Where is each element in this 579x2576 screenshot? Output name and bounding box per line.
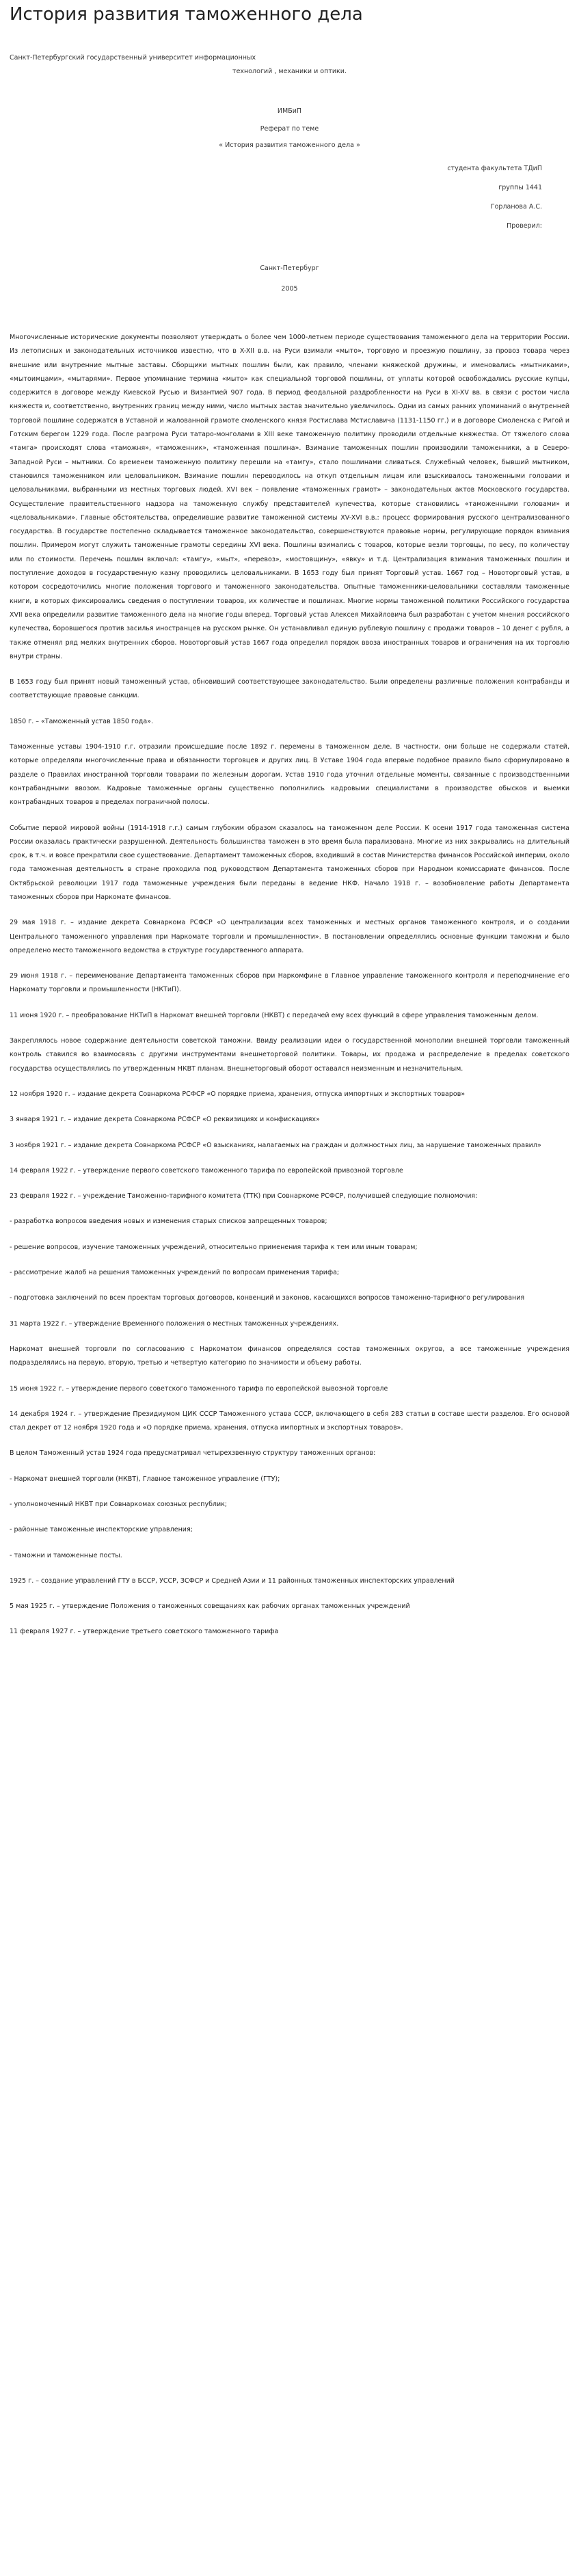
checked-by: Проверил: [507,222,542,230]
work-kind: Реферат по теме [260,125,319,133]
author-group: группы 1441 [498,184,542,191]
paragraph: Закреплялось новое содержание деятельности советской таможни. Ввиду реализации идеи о государственной монополии внешней торговли таможенный контроль ставился во взаимосвязь с другими инструментами внешнеторговой политики. Товары, их продажа и распределение в пределах советского государства осуществлялись по утвержденным НКВТ планам. Внешнеторговый оборот оставался неизменным и незначительным. [10,1037,569,1073]
author-faculty: студента факультета ТДиП [447,165,542,172]
title-page-block [10,53,569,294]
paragraph: 3 ноября 1921 г. – издание декрета Совнаркома РСФСР «О взысканиях, налагаемых на граждан и должностных лиц, за нарушение таможенных правил» [10,1141,541,1149]
paragraph: 29 мая 1918 г. – издание декрета Совнаркома РСФСР «О централизации всех таможенных и местных органов таможенного контроля, и о создании Центрального таможенного управления при Наркомате торговли и промышленности». В постановлении определялись основные функции таможни и было определено место таможенного ведомства в структуре государственного аппарата. [10,919,569,954]
university-name: Санкт-Петербургский государственный университет информационных [10,54,256,62]
paragraph: 11 февраля 1927 г. – утверждение третьего советского таможенного тарифа [10,1628,279,1636]
paragraph: Таможенные уставы 1904-1910 г.г. отразили происшедшие после 1892 г. перемены в таможенном деле. В частности, они больше не содержали статей, которые определяли многочисленные права и обязанности торговцев и других лиц. В Уставе 1904 года впервые подобное правило было сформулировано в разделе о Правилах иностранной торговли товарами по железным дорогам. Устав 1910 года уточнил отдельные моменты, связанные с производственными контрабандными ввозом. Кадровые таможенные органы существенно пополнились кадровыми специалистами в производстве обысков и выемки контрабандных товаров в пределах пограничной полосы. [10,743,569,807]
paragraph: 29 июня 1918 г. – переименование Департамента таможенных сборов при Наркомфине в Главное управление таможенного контроля и переподчинение его Наркомату торговли и промышленности (НКТиП). [10,972,569,994]
paragraph: 14 декабря 1924 г. – утверждение Президиумом ЦИК СССР Таможенного устава СССР, включающего в себя 283 статьи в составе шести разделов. Его основой стал декрет от 12 ноября 1920 года и «О порядке приема, хранения, отпуска импортных и экспортных товаров». [10,1410,569,1432]
paragraph: 1850 г. – «Таможенный устав 1850 года». [10,717,153,725]
paragraph: - разработка вопросов введения новых и изменения старых списков запрещенных товаров; [10,1218,327,1226]
paragraph: - районные таможенные инспекторские управления; [10,1526,193,1534]
paragraph: - подготовка заключений по всем проектам торговых договоров, конвенций и законов, касающихся вопросов таможенно-тарифного регулирования [10,1294,525,1302]
paragraph: - таможни и таможенные посты. [10,1551,122,1559]
body-text [10,331,569,1639]
paragraph: 14 февраля 1922 г. – утверждение первого советского таможенного тарифа по европейской привозной торговле [10,1166,403,1175]
work-topic: « История развития таможенного дела » [219,142,360,149]
department: ИМБиП [277,107,302,115]
page-title: История развития таможенного дела [10,4,363,25]
paragraph: 5 мая 1925 г. – утверждение Положения о таможенных совещаниях как рабочих органах таможенных учреждений [10,1602,410,1611]
paragraph: Наркомат внешней торговли по согласованию с Наркоматом финансов определялся состав таможенных округов, а все таможенные учреждения подразделялись на первую, вторую, третью и четвертую категорию по значимости и объему работы. [10,1345,569,1367]
paragraph: 3 января 1921 г. – издание декрета Совнаркома РСФСР «О реквизициях и конфискациях» [10,1116,320,1124]
paragraph: В целом Таможенный устав 1924 года предусматривал четырехзвенную структуру таможенных органов: [10,1449,376,1458]
paragraph: - рассмотрение жалоб на решения таможенных учреждений по вопросам применения тарифа; [10,1269,340,1277]
paragraph: - решение вопросов, изучение таможенных учреждений, относительно применения тарифа к тем или иным товарам; [10,1243,418,1251]
paragraph: 31 марта 1922 г. – утверждение Временного положения о местных таможенных учреждениях. [10,1319,339,1328]
paragraph: В 1653 году был принят новый таможенный устав, обновивший соответствующее законодательство. Были определены различные положения контрабанды и соответствующие правовые санкции. [10,678,569,700]
paragraph: 1925 г. – создание управлений ГТУ в БССР, УССР, ЗСФСР и Средней Азии и 11 районных таможенных инспекторских управлений [10,1577,455,1585]
paragraph: 23 февраля 1922 г. – учреждение Таможенно-тарифного комитета (ТТК) при Совнаркоме РСФСР, получившей следующие полномочия: [10,1192,478,1200]
paragraph: - уполномоченный НКВТ при Совнаркомах союзных республик; [10,1501,228,1508]
paragraph: 11 июня 1920 г. – преобразование НКТиП в Наркомат внешней торговли (НКВТ) с передачей ему всех функций в сфере управления таможенным делом. [10,1011,539,1019]
paragraph: Многочисленные исторические документы позволяют утверждать о более чем 1000-летнем периоде существования таможенного дела на территории России. Из летописных и законодательных источников известно, что в X-XII в.в. на Руси взимали «мыто», торговую и проезжую пошлину, за провоз товара через внешние или внутренние мытные заставы. Сборщики мытных пошлин были, как правило, членами княжеской дружины, и именовались «мытниками», «мытоимцами», «мытарями». Первое упоминание термина «мыто» как специальной торговой пошлины, от уплаты которой освобождались русские купцы, содержится в договоре между Киевской Русью и Византией 907 года. В период феодальной раздробленности на Руси в XI-XV вв. в связи с ростом числа княжеств и, соответственно, внутренних границ между ними, число мытных застав значительно увеличилось. Одни из самых ранних упоминаний о внутренней торговой пошлине содержатся в Уставной и жалованной грамоте смоленского князя Ростислава Мстиславича (1131-1150 гг.) и в договоре Смоленска с Ригой и Готским берегом 1229 года. После разгрома Руси татаро-монголами в XIII веке таможенную политику проводили отдельные княжества. От тяжелого слова «тамга» происходят слова «таможня», «таможенник», «таможенная пошлина». Взимание таможенных пошлин производили таможенники, а в Северо-Западной Руси – мытники. Со временем таможенную политику перешли на «тамгу», стало пошлинами сливаться. Служебный человек, бывший мытником, становился таможенником или целовальником. Взимание пошлин переводилось на откуп отдельным лицам или взыскивалось таможенными головами и целовальниками, выбранными из местных торговых людей. XVI век – появление «таможенных грамот» – законодательных актов Московского государства. Осуществление правительственного надзора на таможенную службу представителей купечества, которые становились «таможенными головами» и «целовальниками». Главные обстоятельства, определившие развитие таможенной системы XV-XVI в.в.: процесс формирования русского централизованного государства. В государстве постепенно складывается таможенное законодательство, совершенствуются правовые нормы, регулирующие порядок взимания пошлин. Примером могут служить таможенные грамоты середины XVI века. Пошлины взимались с товаров, которые везли торговцы, по весу, по количеству или по стоимости. Перечень пошлин включал: «тамгу», «мыт», «перевоз», «мостовщину», «явку» и т.д. Централизация взимания таможенных пошлин и поступление доходов в государственную казну проводились целовальниками. В 1653 году был принят Торговый устав. 1667 год – Новоторговый устав, в котором сосредоточились многие положения торгового и таможенного законодательства. Опытные таможенники-целовальники составляли таможенные книги, в которых фиксировались сведения о поступлении товаров, их количестве и пошлинах. Многие нормы таможенной политики Российского государства XVII века определили развитие таможенного дела на многие годы вперед. Торговый устав Алексея Михайловича был разработан с учетом мнения российского купечества, боровшегося против засилья иностранцев на русском рынке. Он устанавливал единую рублевую пошлину с продажи товаров – 10 денег с рубля, а также отменял ряд мелких внутренних сборов. Новоторговый устав 1667 года определил порядок ввоза иностранных товаров и ограничения на их торговлю внутри страны. [10,334,569,660]
paragraph: 12 ноября 1920 г. – издание декрета Совнаркома РСФСР «О порядке приема, хранения, отпуска импортных и экспортных товаров» [10,1090,466,1098]
paragraph: Событие первой мировой войны (1914-1918 г.г.) самым глубоким образом сказалось на таможенном деле России. К осени 1917 года таможенная система России оказалась практически разрушенной. Деятельность большинства таможен в это время была парализована. Многие из них закрывались на длительный срок, в т.ч. и вовсе прекратили свое существование. Департамент таможенных сборов, входивший в состав Министерства финансов Российской империи, около года таможенная деятельность в стране проходила под руководством Департамента таможенных сборов при Народном комиссариате финансов. После Октябрьской революции 1917 года таможенные учреждения были переданы в ведение НКФ. Начало 1918 г. – возобновление работы Департамента таможенных сборов при Наркомате финансов. [10,824,569,901]
paragraph: 15 июня 1922 г. – утверждение первого советского таможенного тарифа по европейской вывозной торговле [10,1384,388,1393]
city: Санкт-Петербург [260,265,319,272]
paragraph: - Наркомат внешней торговли (НКВТ), Главное таможенное управление (ГТУ); [10,1475,280,1483]
year: 2005 [281,285,298,293]
author-name: Горланова А.С. [490,203,542,211]
university-name-cont: технологий , механики и оптики. [232,68,347,75]
